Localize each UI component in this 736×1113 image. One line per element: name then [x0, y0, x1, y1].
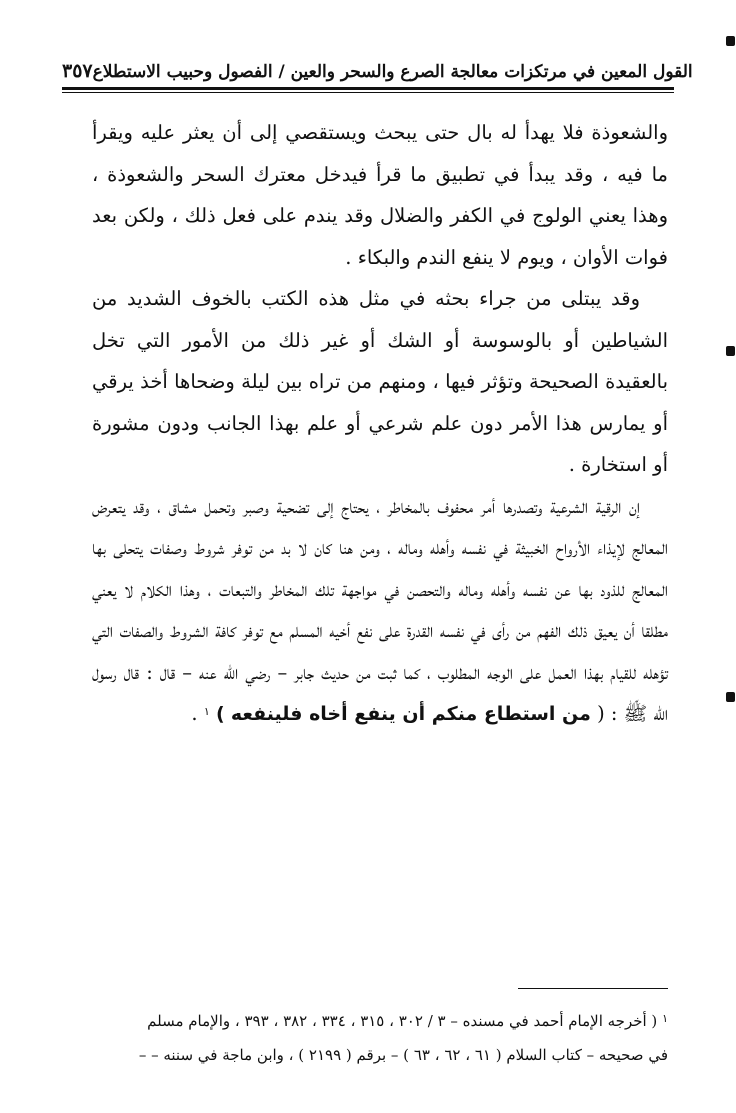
paragraph-1: والشعوذة فلا يهدأ له بال حتى يبحث ويستقصي إلى أن يعثر عليه ويقرأ ما فيه ، وقد يبدأ في تطبيق ما قرأ فيدخل معترك السحر والشعوذة ، وهذا يعني الولوج في الكفر والضلال وقد يندم على فعل ذلك ، ولكن بعد فوات الأوان ، ويوم لا ينفع الندم والبكاء .	[92, 121, 668, 269]
footnote-reference[interactable]: ١	[203, 705, 210, 718]
running-title: القول المعين في مرتكزات معالجة الصرع والسحر والعين / الفصول وحبيب الاستطلاع	[92, 62, 693, 82]
footnote-separator	[518, 988, 668, 989]
footnote-text-1: ( أخرجه الإمام أحمد في مسنده – ٣ / ٣٠٢ ، ٣١٥ ، ٣٣٤ ، ٣٨٢ ، ٣٩٣ ، والإمام مسلم	[147, 1012, 658, 1030]
footnote-line-1	[60, 1004, 668, 1038]
paragraph-3	[92, 486, 668, 736]
margin-mark-top	[726, 36, 735, 46]
page-number: ٣٥٧	[62, 60, 93, 82]
paragraph-2: وقد يبتلى من جراء بحثه في مثل هذه الكتب بالخوف الشديد من الشياطين أو بالوسوسة أو الشك أو غير ذلك من الأمور التي تخل بالعقيدة الصحيحة وتؤثر فيها ، ومنهم من تراه بين ليلة وضحاها أخذ يرقي أو يمارس هذا الأمر دون علم شرعي أو علم بهذا الجانب ودون مشورة أو استخارة .	[92, 287, 668, 476]
final-period: .	[191, 702, 198, 725]
hadith-quote: من استطاع منكم أن ينفع أخاه فلينفعه	[230, 703, 591, 725]
hadith-close: )	[215, 703, 225, 725]
footnote-marker: ١	[662, 1012, 668, 1025]
margin-mark-lower	[726, 692, 735, 702]
footnote	[60, 1004, 668, 1072]
paragraph-3-text: إن الرقية الشرعية وتصدرها أمر محفوف بالمخاطر ، يحتاج إلى تضحية وصبر وتحمل مشاق ، وقد يتعرض المعالج لإيذاء الأرواح الخبيثة في نفسه وأهله وماله ، ومن هنا كان لا بد من توفر شروط وصفات يتحلى بها المعالج للذود بها عن نفسه وأهله وماله والتحصن في مواجهة تلك المخاطر والتبعات ، وهذا الكلام لا يعني مطلقا أن يعيق ذلك الفهم من رأى في نفسه القدرة على نفع أخيه المسلم مع توفر كافة الشروط والصفات التي تؤهله للقيام بهذا العمل على الوجه المطلوب ، كما ثبت من حديث جابر – رضي الله عنه – قال : قال رسول الله ﷺ : (	[92, 494, 668, 725]
main-text	[92, 112, 668, 736]
footnote-line-2: في صحيحه – كتاب السلام ( ٦١ ، ٦٢ ، ٦٣ ) – برقم ( ٢١٩٩ ) ، وابن ماجة في سننه – –	[138, 1046, 668, 1064]
margin-mark-middle	[726, 346, 735, 356]
header-rule	[62, 87, 674, 93]
page-header	[62, 44, 693, 86]
